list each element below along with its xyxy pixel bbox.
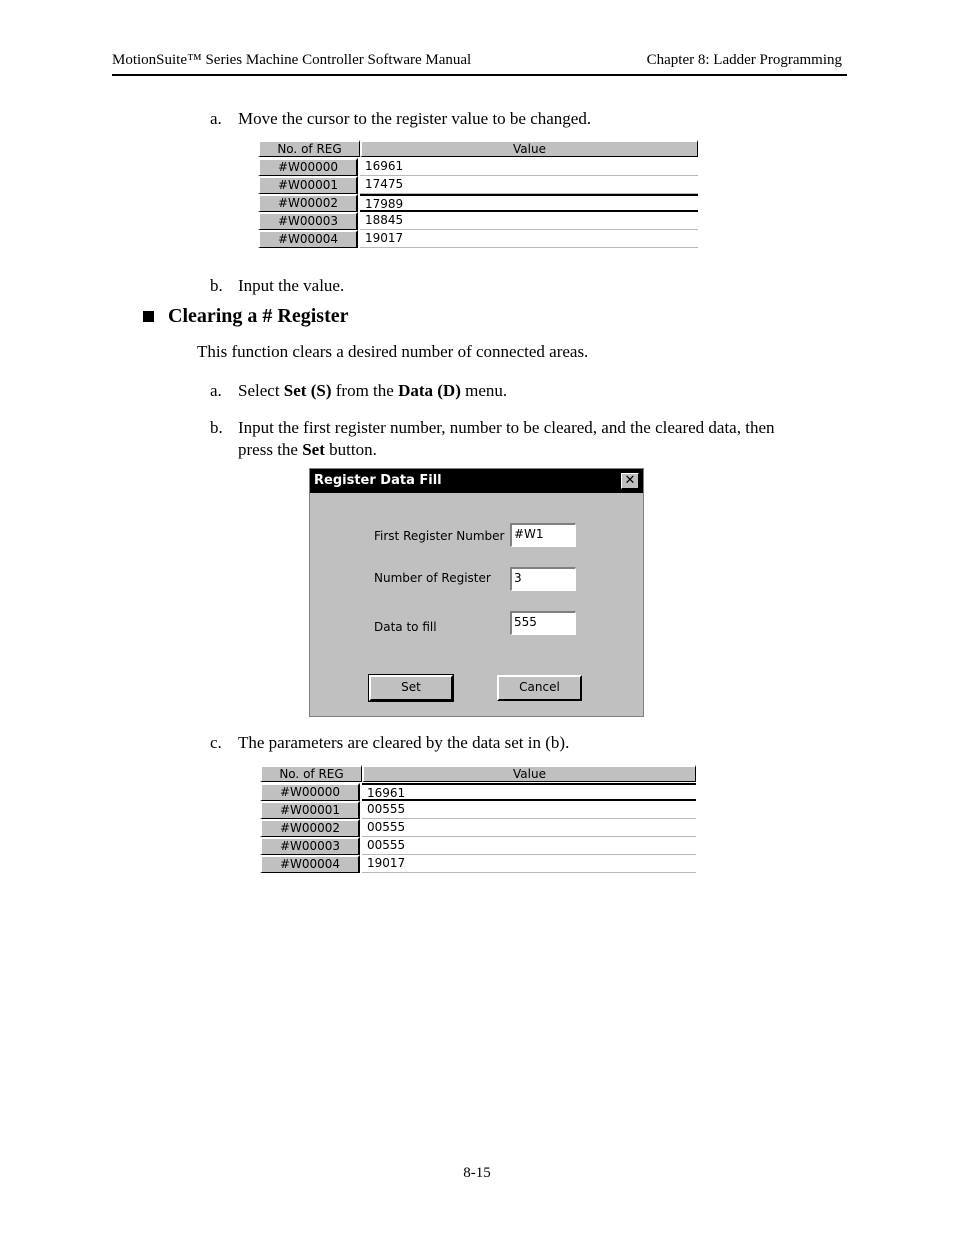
first-register-label: First Register Number xyxy=(374,529,505,543)
column-header-reg[interactable]: No. of REG xyxy=(258,140,360,157)
step-a-select-set xyxy=(210,380,910,402)
register-id-cell[interactable]: #W00003 xyxy=(258,212,358,230)
table-row[interactable] xyxy=(258,194,698,212)
column-header-value[interactable]: Value xyxy=(360,140,698,157)
step-b-input-register xyxy=(210,417,850,461)
register-id-cell[interactable]: #W00000 xyxy=(258,158,358,176)
register-id-cell[interactable]: #W00002 xyxy=(258,194,358,212)
dialog-title: Register Data Fill xyxy=(310,469,643,493)
step-text: Select Set (S) from the Data (D) menu. xyxy=(238,381,508,400)
page-number: 8-15 xyxy=(463,1165,491,1181)
table-row[interactable] xyxy=(258,230,698,248)
step-b-input-value xyxy=(210,275,910,297)
grid-header-row xyxy=(260,765,696,783)
table-row[interactable] xyxy=(260,801,696,819)
table-row[interactable] xyxy=(260,855,696,873)
step-a-move-cursor xyxy=(210,108,910,130)
set-button[interactable]: Set xyxy=(369,675,453,701)
register-data-fill-dialog xyxy=(309,468,644,717)
header-chapter-title: Chapter 8: Ladder Programming xyxy=(646,52,842,68)
step-text: Input the value. xyxy=(238,276,345,295)
number-of-register-input[interactable]: 3 xyxy=(510,567,576,591)
data-to-fill-input[interactable]: 555 xyxy=(510,611,576,635)
section-bullet-icon xyxy=(143,311,154,322)
column-header-reg[interactable]: No. of REG xyxy=(260,765,362,782)
register-value-cell[interactable]: 19017 xyxy=(360,230,698,248)
register-value-cell[interactable]: 17989 xyxy=(360,194,698,212)
register-id-cell[interactable]: #W00002 xyxy=(260,819,360,837)
set-button-reference: Set xyxy=(302,440,325,459)
step-text-line2: press the Set button. xyxy=(238,440,377,459)
register-id-cell[interactable]: #W00001 xyxy=(258,176,358,194)
register-value-cell[interactable]: 19017 xyxy=(362,855,696,873)
step-c-parameters-cleared xyxy=(210,732,910,754)
first-register-input[interactable]: #W1 xyxy=(510,523,576,547)
register-id-cell[interactable]: #W00004 xyxy=(258,230,358,248)
register-value-cell[interactable]: 00555 xyxy=(362,819,696,837)
column-header-value[interactable]: Value xyxy=(362,765,696,782)
table-row[interactable] xyxy=(260,837,696,855)
step-text-line1: Input the first register number, number to be cleared, and the cleared data, then xyxy=(238,418,775,437)
register-id-cell[interactable]: #W00003 xyxy=(260,837,360,855)
register-id-cell[interactable]: #W00000 xyxy=(260,783,360,801)
table-row[interactable] xyxy=(260,783,696,801)
grid-header-row xyxy=(258,140,698,158)
register-grid-before xyxy=(258,140,698,254)
section-intro: This function clears a desired number of connected areas. xyxy=(197,342,589,361)
step-label: a. xyxy=(210,109,222,128)
table-row[interactable] xyxy=(258,212,698,230)
menu-item-set: Set (S) xyxy=(283,381,332,400)
step-label: b. xyxy=(210,418,223,437)
step-text: The parameters are cleared by the data set in (b). xyxy=(238,733,570,752)
table-row[interactable] xyxy=(260,819,696,837)
header-rule xyxy=(112,74,847,76)
step-label: c. xyxy=(210,733,222,752)
register-id-cell[interactable]: #W00001 xyxy=(260,801,360,819)
menu-data: Data (D) xyxy=(398,381,461,400)
register-value-cell[interactable]: 00555 xyxy=(362,801,696,819)
table-row[interactable] xyxy=(258,176,698,194)
step-text: Move the cursor to the register value to be changed. xyxy=(238,109,592,128)
register-value-cell[interactable]: 18845 xyxy=(360,212,698,230)
register-value-cell[interactable]: 17475 xyxy=(360,176,698,194)
step-label: a. xyxy=(210,381,222,400)
table-row[interactable] xyxy=(258,158,698,176)
number-of-register-label: Number of Register xyxy=(374,571,491,585)
register-value-cell[interactable]: 16961 xyxy=(362,783,696,801)
header-manual-title: MotionSuite™ Series Machine Controller Software Manual xyxy=(112,52,472,68)
register-grid-after xyxy=(260,765,696,877)
cancel-button[interactable]: Cancel xyxy=(497,675,582,701)
close-icon[interactable]: ✕ xyxy=(621,473,639,489)
register-value-cell[interactable]: 00555 xyxy=(362,837,696,855)
step-label: b. xyxy=(210,276,223,295)
register-value-cell[interactable]: 16961 xyxy=(360,158,698,176)
register-id-cell[interactable]: #W00004 xyxy=(260,855,360,873)
data-to-fill-label: Data to fill xyxy=(374,620,437,634)
section-title: Clearing a # Register xyxy=(168,305,349,327)
